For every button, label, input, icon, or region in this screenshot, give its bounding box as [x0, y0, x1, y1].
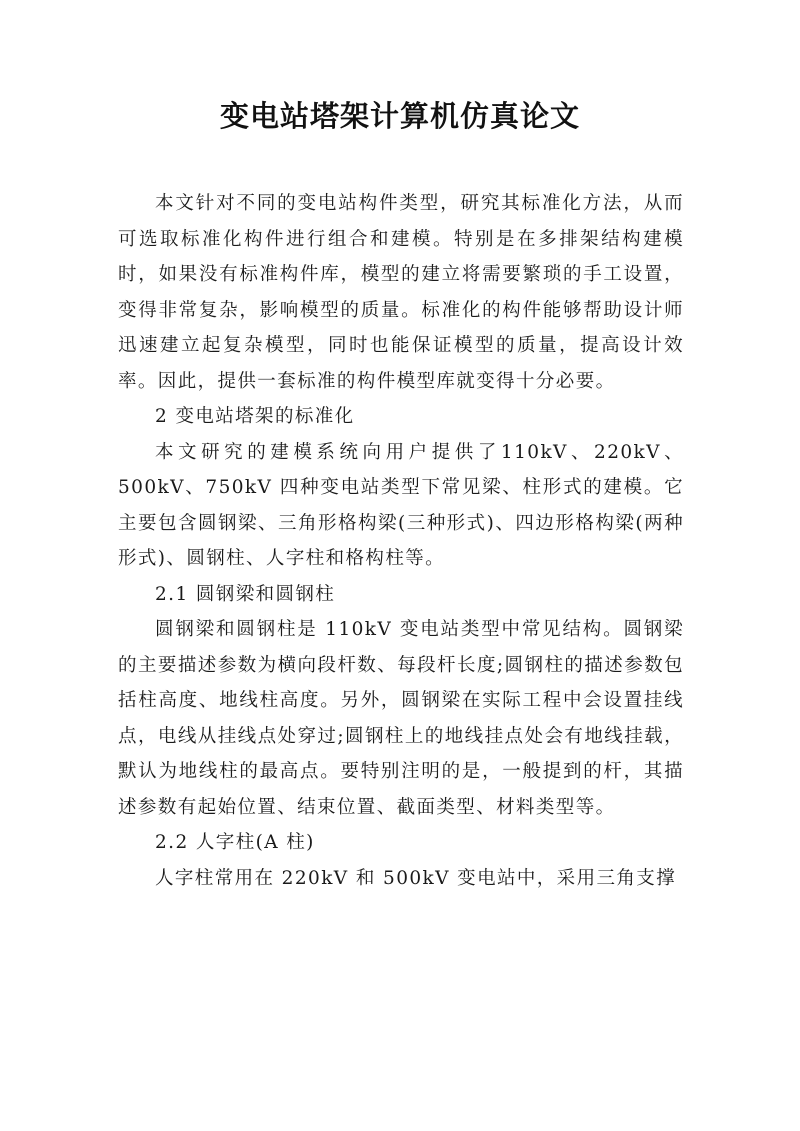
paragraph-section-2: 本文研究的建模系统向用户提供了110kV、220kV、500kV、750kV 四种变电站类型下常见梁、柱形式的建模。它主要包含圆钢梁、三角形格构梁(三种形式)、四边形格构梁(两种形式)、圆钢柱、人字柱和格构柱等。	[118, 441, 684, 569]
section-heading-2-2: 2.2 人字柱(A 柱)	[155, 832, 315, 853]
section-heading-2: 2 变电站塔架的标准化	[155, 406, 355, 427]
paragraph-section-2-1: 圆钢梁和圆钢柱是 110kV 变电站类型中常见结构。圆钢梁的主要描述参数为横向段杆数、每段杆长度;圆钢柱的描述参数包括柱高度、地线柱高度。另外，圆钢梁在实际工程中会设置挂线点，电线从挂线点处穿过;圆钢柱上的地线挂点处会有地线挂载，默认为地线柱的最高点。要特别注明的是，一般提到的杆，其描述参数有起始位置、结束位置、截面类型、材料类型等。	[118, 619, 684, 818]
document-title: 变电站塔架计算机仿真论文	[219, 99, 580, 133]
section-heading-2-1: 2.1 圆钢梁和圆钢柱	[155, 583, 336, 605]
document-body	[118, 186, 684, 896]
paragraph-intro: 本文针对不同的变电站构件类型，研究其标准化方法，从而可选取标准化构件进行组合和建模。特别是在多排架结构建模时，如果没有标准构件库，模型的建立将需要繁琐的手工设置，变得非常复杂，影响模型的质量。标准化的构件能够帮助设计师迅速建立起复杂模型，同时也能保证模型的质量，提高设计效率。因此，提供一套标准的构件模型库就变得十分必要。	[118, 193, 684, 392]
paragraph-section-2-2: 人字柱常用在 220kV 和 500kV 变电站中，采用三角支撑	[155, 867, 677, 889]
